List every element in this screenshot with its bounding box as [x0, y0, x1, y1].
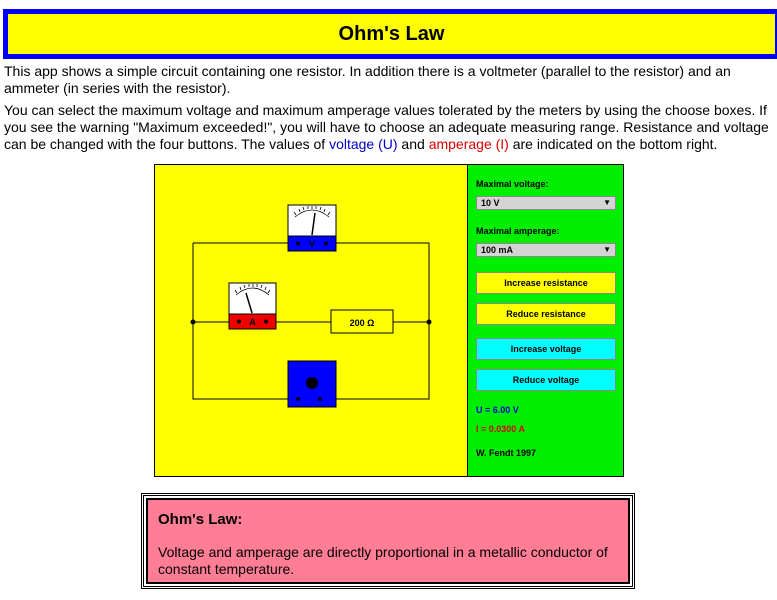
ammeter-symbol: A	[249, 317, 256, 327]
law-text: Voltage and amperage are directly proportional in a metallic conductor of constant temperature.	[158, 544, 608, 577]
max-voltage-value: 10 V	[481, 198, 500, 208]
circuit-diagram	[155, 165, 467, 476]
power-supply-knob	[306, 377, 318, 389]
voltmeter	[288, 205, 336, 251]
law-heading: Ohm's Law:	[158, 511, 243, 528]
current-readout: I = 0.0300 A	[476, 424, 525, 434]
instructions-paragraph	[4, 102, 770, 153]
title-banner	[3, 9, 777, 59]
circuit-panel	[155, 165, 468, 476]
max-amperage-label: Maximal amperage:	[476, 226, 560, 236]
voltage-readout: U = 6.00 V	[476, 405, 519, 415]
voltmeter-symbol: V	[308, 239, 316, 249]
ohms-law-content	[146, 498, 630, 584]
max-voltage-select[interactable]	[476, 196, 616, 210]
instructions-text-before: You can select the maximum voltage and maximum amperage values tolerated by the meters by using the choose boxes. If you see the warning "Maximum exceeded!", you will have to choose an adequate measuring range. Resistance and voltage can be changed with the four buttons. The values of	[4, 102, 769, 152]
instructions-and: and	[397, 136, 429, 152]
voltage-source	[288, 361, 336, 407]
amperage-term: amperage (I)	[428, 136, 509, 152]
author-credit: W. Fendt 1997	[476, 448, 537, 458]
reduce-voltage-button[interactable]: Reduce voltage	[476, 369, 616, 391]
max-voltage-label: Maximal voltage:	[476, 179, 549, 189]
increase-voltage-button[interactable]: Increase voltage	[476, 338, 616, 360]
dropdown-arrow-icon: ▼	[603, 245, 611, 254]
increase-resistance-button[interactable]: Increase resistance	[476, 272, 616, 294]
resistor	[331, 310, 393, 333]
resistor-label: 200 Ω	[349, 318, 375, 328]
dropdown-arrow-icon: ▼	[603, 198, 611, 207]
page-title: Ohm's Law	[338, 22, 445, 45]
right-junction	[427, 320, 432, 325]
max-amperage-select[interactable]	[476, 243, 616, 257]
left-junction	[191, 320, 196, 325]
instructions-text-after: are indicated on the bottom right.	[508, 136, 718, 152]
max-amperage-value: 100 mA	[481, 245, 514, 255]
ohms-law-applet	[154, 164, 624, 477]
voltage-term: voltage (U)	[329, 136, 398, 152]
intro-paragraph: This app shows a simple circuit containing one resistor. In addition there is a voltmeter (parallel to the resistor) and an ammeter (in series with the resistor).	[4, 63, 731, 96]
reduce-resistance-button[interactable]: Reduce resistance	[476, 303, 616, 325]
ammeter	[229, 283, 276, 329]
control-panel	[468, 165, 623, 476]
ohms-law-box	[141, 493, 635, 589]
